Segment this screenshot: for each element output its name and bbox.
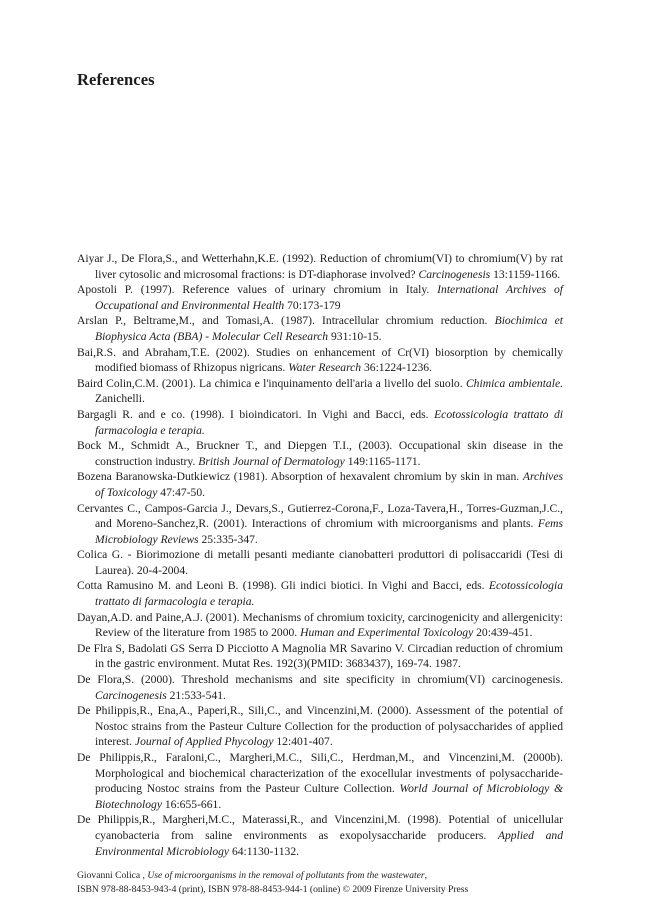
reference-text: Bargagli R. and e co. (1998). I bioindicatori. In Vighi and Bacci, eds. [77,407,435,421]
page-title: References [77,70,155,89]
reference-tail: 47:47-50. [157,485,206,499]
reference-journal: Fems Microbiology Reviews [95,517,563,546]
reference-entry [77,282,563,313]
reference-entry [77,672,563,703]
reference-entry [77,313,563,344]
reference-text: De Philippis,R., Faraloni,C., Margheri,M.C., Sili,C., Herdman,M., and Vincenzini,M. (2000b). Morphological and biochemical characterization of the exocellular investments of polysaccharide-producing Nostoc strains from the Pasteur Culture Collection. [77,751,563,796]
footer-citation-line [77,869,577,883]
footer-isbn-line: ISBN 978-88-8453-943-4 (print), ISBN 978-88-8453-944-1 (online) © 2009 Firenze University Press [77,883,469,895]
reference-entry [77,750,563,812]
reference-tail: 149:1165-1171. [344,454,421,468]
reference-entry [77,578,563,609]
reference-text: Apostoli P. (1997). Reference values of urinary chromium in Italy. [77,283,438,297]
reference-journal: Biochimica et Biophysica Acta (BBA) - Molecular Cell Research [95,314,563,343]
reference-text: Baird Colin,C.M. (2001). La chimica e l'inquinamento dell'aria a livello del suolo. [77,376,466,390]
reference-entry [77,469,563,500]
reference-text: Aiyar J., De Flora,S., and Wetterhahn,K.E. (1992). Reduction of chromium(VI) to chromium(V) by rat liver cytosolic and microsomal fractions: is DT-diaphorase involved? [77,252,563,281]
reference-tail: 16:655-661. [161,797,222,811]
reference-tail: 12:401-407. [273,735,333,749]
reference-list [77,251,563,859]
reference-journal: World Journal of Microbiology & Biotechnology [95,782,564,811]
reference-tail: 25:335-347. [198,532,258,546]
reference-text: De Philippis,R., Margheri,M.C., Materassi,R., and Vincenzini,M. (1998). Potential of unicellular cyanobacteria from saline environments as exopolysaccharide producers. [77,813,563,842]
reference-entry [77,641,563,672]
reference-text: De Flra S, Badolati GS Serra D Picciotto A Magnolia MR Savarino V. Circadian reduction of chromium in the gastric environment. Mutat Res. 192(3)(PMID: 3683437), 169-74. 1987. [77,641,563,671]
reference-text: Cotta Ramusino M. and Leoni B. (1998). Gli indici biotici. In Vighi and Bacci, eds. [77,579,489,593]
reference-entry [77,345,563,376]
reference-journal: Carcinogenesis [418,267,491,281]
reference-journal: British Journal of Dermatology [198,454,345,468]
reference-tail: 20:439-451. [473,626,533,640]
reference-entry [77,610,563,641]
reference-text: Bock M., Schmidt A., Bruckner T., and Diepgen T.I., (2003). Occupational skin disease in the construction industry. [77,439,563,468]
reference-text: Bai,R.S. and Abraham,T.E. (2002). Studies on enhancement of Cr(VI) biosorption by chemically modified biomass of Rhizopus nigricans. [77,345,563,375]
reference-journal: International Archives of Occupational and Environmental Health [95,283,564,312]
reference-journal: Applied and Environmental Microbiology [95,828,563,858]
reference-tail: 70:173-179 [284,298,341,312]
reference-journal: Archives of Toxicology [95,470,563,499]
reference-tail: 13:1159-1166. [490,267,561,281]
reference-journal: Chimica ambientale. [465,376,563,390]
reference-text: De Philippis,R., Ena,A., Paperi,R., Sili,C., and Vincenzini,M. (2000). Assessment of the potential of Nostoc strains from the Pasteur Culture Collection for the production of polysaccharides of applied interest. [77,704,563,749]
footer-book-title: Use of microorganisms in the removal of pollutants from the wastewater [147,870,425,881]
reference-entry [77,438,563,469]
reference-entry [77,251,563,282]
reference-text: Dayan,A.D. and Paine,A.J. (2001). Mechanisms of chromium toxicity, carcinogenicity and allergenicity: Review of the literature from 1985 to 2000. [77,610,563,640]
reference-journal: Ecotossicologia trattato di farmacologia e terapia. [95,407,563,437]
reference-entry [77,547,563,578]
reference-tail: 64:1130-1132. [229,844,300,858]
footer-author: Giovanni Colica , [77,870,148,881]
reference-entry [77,703,563,750]
reference-journal: Carcinogenesis [95,688,167,702]
page-footer [77,869,577,896]
reference-journal: Human and Experimental Toxicology [300,626,474,640]
footer-book-tail: , [424,870,428,881]
reference-journal: Journal of Applied Phycology [134,735,274,749]
reference-text: Colica G. - Biorimozione di metalli pesanti mediante cianobatteri produttori di polisaccaridi (Tesi di Laurea). 20-4-2004. [77,548,563,577]
reference-tail: 36:1224-1236. [361,361,432,375]
reference-tail: Zanichelli. [95,392,145,406]
reference-entry [77,812,563,859]
reference-journal: Water Research [288,361,362,375]
reference-entry [77,376,563,407]
reference-entry [77,501,563,548]
reference-text: De Flora,S. (2000). Threshold mechanisms and site specificity in chromium(VI) carcinogenesis. [77,673,563,687]
reference-text: Arslan P., Beltrame,M., and Tomasi,A. (1987). Intracellular chromium reduction. [77,314,495,328]
reference-entry [77,407,563,438]
reference-tail: 21:533-541. [166,688,226,702]
reference-journal: Ecotossicologia trattato di farmacologia e terapia. [95,579,563,609]
reference-text: Bozena Baranowska-Dutkiewicz (1981). Absorption of hexavalent chromium by skin in man. [77,470,523,484]
reference-tail: 931:10-15. [328,329,382,343]
reference-text: Cervantes C., Campos-Garcia J., Devars,S., Gutierrez-Corona,F., Loza-Tavera,H., Torres-Guzman,J.C., and Moreno-Sanchez,R. (2001). Interactions of chromium with microorganisms and plants. [77,501,563,531]
